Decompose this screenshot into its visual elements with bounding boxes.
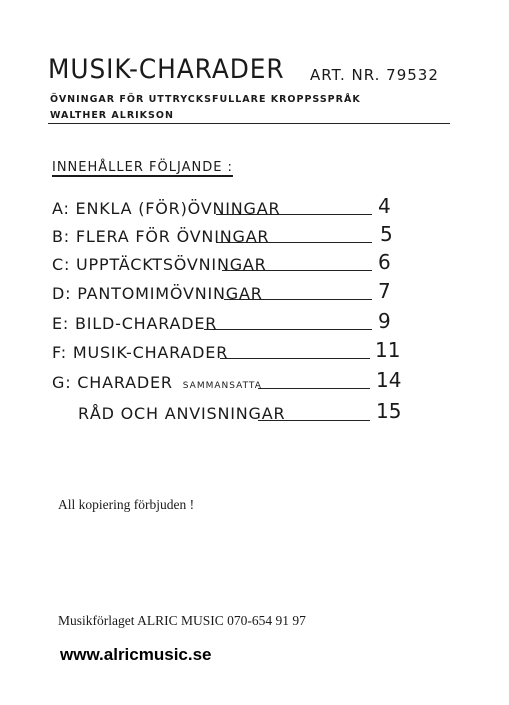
toc-item-label: F: MUSIK-CHARADER xyxy=(52,343,229,362)
toc-item-page: 9 xyxy=(378,309,391,333)
toc-item-page: 6 xyxy=(378,250,391,274)
toc-item-label: B: FLERA FÖR ÖVNINGAR xyxy=(52,227,270,246)
toc-leader-line xyxy=(258,420,370,421)
toc-item-label-suffix: SAMMANSATTA xyxy=(182,381,262,391)
website-url: www.alricmusic.se xyxy=(60,645,212,664)
toc-item-page: 7 xyxy=(378,279,391,303)
article-number: ART. NR. 79532 xyxy=(310,66,439,84)
toc-leader-line xyxy=(216,242,372,243)
document-title: MUSIK-CHARADER xyxy=(48,54,285,85)
publisher-line: Musikförlaget ALRIC MUSIC 070-654 91 97 xyxy=(58,613,306,628)
contents-heading: INNEHÅLLER FÖLJANDE : xyxy=(52,160,233,175)
toc-leader-line xyxy=(224,299,372,300)
toc-item-page: 5 xyxy=(380,222,393,246)
toc-leader-line xyxy=(222,270,372,271)
toc-item-page: 11 xyxy=(375,338,401,362)
toc-item-page: 4 xyxy=(378,194,391,218)
toc-item-label: C: UPPTÄCKTSÖVNINGAR xyxy=(52,255,267,274)
document-subtitle: ÖVNINGAR FÖR UTTRYCKSFULLARE KROPPSSPRÅK xyxy=(50,94,361,105)
copyright-notice: All kopiering förbjuden ! xyxy=(58,497,195,512)
toc-item-label: RÅD OCH ANVISNINGAR xyxy=(78,404,286,423)
toc-item-label: D: PANTOMIMÖVNINGAR xyxy=(52,284,263,303)
toc-item-page: 15 xyxy=(376,399,402,423)
toc-item-label: E: BILD-CHARADER xyxy=(52,314,218,333)
toc-item-label: A: ENKLA (FÖR)ÖVNINGAR xyxy=(52,199,281,218)
header-divider xyxy=(48,123,450,124)
toc-leader-line xyxy=(258,388,370,389)
toc-item-row xyxy=(52,373,262,392)
author-name: WALTHER ALRIKSON xyxy=(50,110,174,121)
toc-item-label: G: CHARADER xyxy=(52,373,173,392)
toc-leader-line xyxy=(220,358,370,359)
toc-item-page: 14 xyxy=(376,368,402,392)
toc-leader-line xyxy=(216,214,372,215)
toc-leader-line xyxy=(204,329,372,330)
